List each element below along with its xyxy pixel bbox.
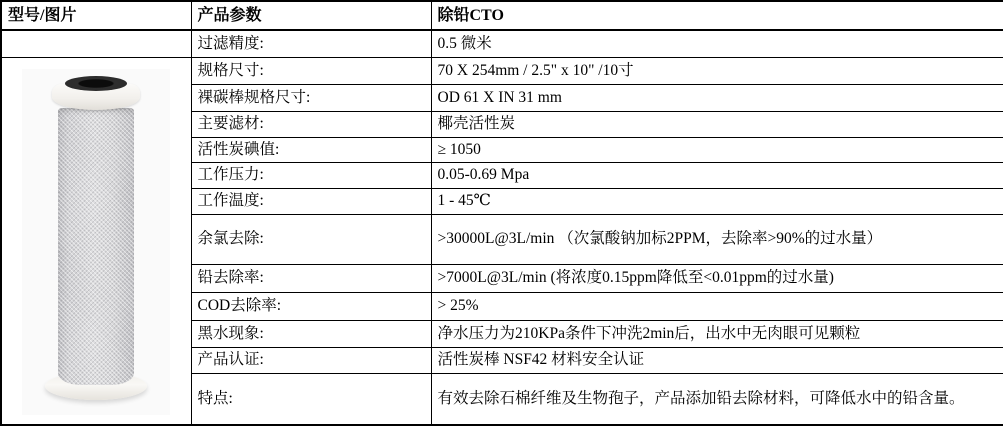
spec-value: 椰壳活性炭 xyxy=(431,111,1003,137)
spec-value: 净水压力为210KPa条件下冲洗2min后，出水中无肉眼可见颗粒 xyxy=(431,320,1003,347)
spec-value: 0.05-0.69 Mpa xyxy=(431,162,1003,188)
spec-label: 工作压力: xyxy=(191,162,431,188)
spec-label: 工作温度: xyxy=(191,188,431,214)
spec-label: 余氯去除: xyxy=(191,214,431,264)
empty-model-cell xyxy=(1,30,191,57)
header-cell-parameters: 产品参数 xyxy=(191,1,431,30)
filter-carbon-body xyxy=(58,108,134,385)
header-cell-model-image: 型号/图片 xyxy=(1,1,191,30)
spec-label: 产品认证: xyxy=(191,347,431,373)
table-header-row xyxy=(1,1,1003,30)
spec-value: 70 X 254mm / 2.5" x 10" /10寸 xyxy=(431,57,1003,84)
spec-row-dimensions xyxy=(1,57,1003,84)
spec-label: COD去除率: xyxy=(191,292,431,320)
spec-label: 主要滤材: xyxy=(191,111,431,137)
filter-top-opening xyxy=(65,76,127,91)
spec-value: >7000L@3L/min (将浓度0.15ppm降低至<0.01ppm的过水量) xyxy=(431,264,1003,292)
spec-label: 活性炭碘值: xyxy=(191,137,431,162)
spec-value: ≥ 1050 xyxy=(431,137,1003,162)
spec-label: 规格尺寸: xyxy=(191,57,431,84)
spec-value: OD 61 X IN 31 mm xyxy=(431,84,1003,111)
spec-label: 黑水现象: xyxy=(191,320,431,347)
spec-label: 过滤精度: xyxy=(191,30,431,57)
spec-value: > 25% xyxy=(431,292,1003,320)
header-cell-product-name: 除铅CTO xyxy=(431,1,1003,30)
product-photo-cell xyxy=(1,57,191,425)
spec-value: >30000L@3L/min （次氯酸钠加标2PPM，去除率>90%的过水量） xyxy=(431,214,1003,264)
spec-label: 特点: xyxy=(191,373,431,425)
spec-label: 裸碳棒规格尺寸: xyxy=(191,84,431,111)
spec-value: 活性炭棒 NSF42 材料安全认证 xyxy=(431,347,1003,373)
spec-row-filtration-accuracy xyxy=(1,30,1003,57)
spec-value: 有效去除石棉纤维及生物孢子，产品添加铅去除材料，可降低水中的铅含量。 xyxy=(431,373,1003,425)
spec-label: 铅去除率: xyxy=(191,264,431,292)
spec-value: 0.5 微米 xyxy=(431,30,1003,57)
spec-value: 1 - 45℃ xyxy=(431,188,1003,214)
product-photo xyxy=(22,69,170,415)
